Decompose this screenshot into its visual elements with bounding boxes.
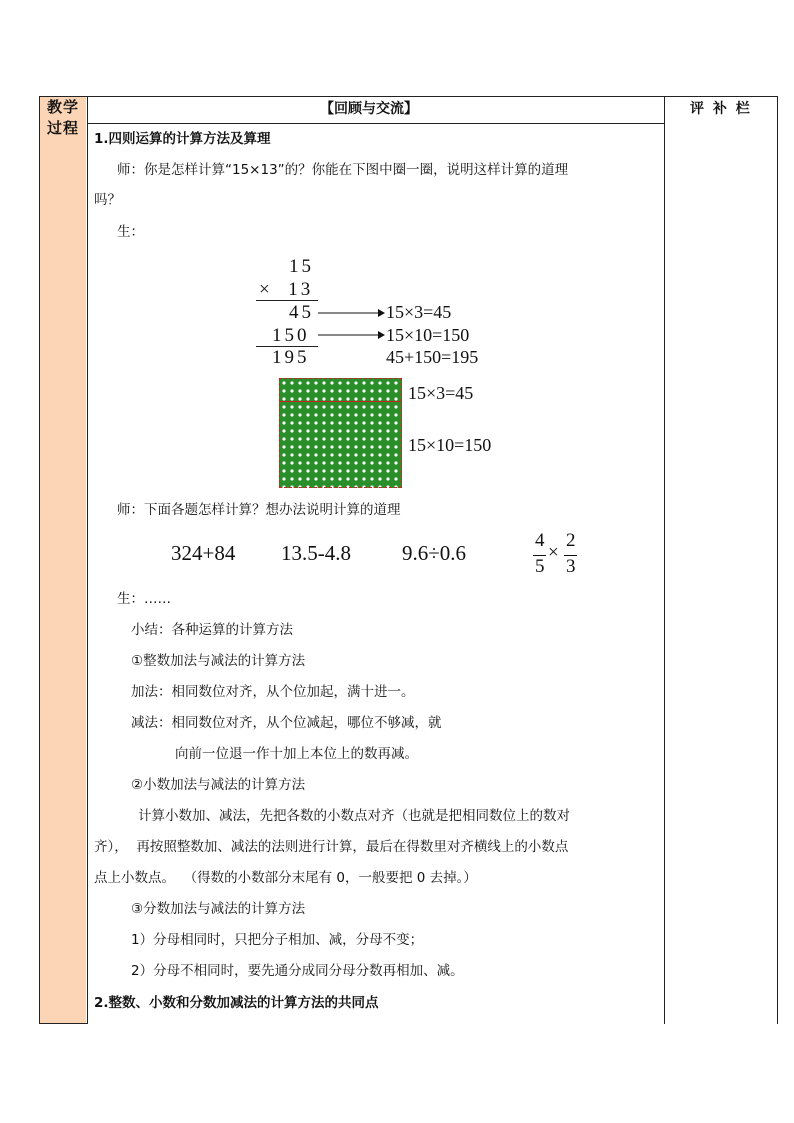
calc-row-result: 195 [272, 347, 310, 368]
section1-title: 1.四则运算的计算方法及算理 [94, 131, 271, 147]
calc-row-multiplier: × 13 [259, 279, 314, 300]
calc-eq-1: 15×3=45 [386, 302, 452, 322]
times-sign: × [548, 542, 559, 563]
grid-label-top: 15×3=45 [408, 383, 474, 403]
summary-sub-rule-1: 减法：相同数位对齐，从个位减起，哪位不够减，就 [131, 715, 442, 731]
summary-decimal-2: 齐）， 再按照整数加、减法的法则进行计算，最后在得数里对齐横线上的小数点 [94, 839, 569, 855]
fraction1-denominator: 5 [535, 556, 545, 577]
calc-row-multiplicand: 15 [289, 256, 314, 277]
summary-fraction-1: 1）分母相同时，只把分子相加、减，分母不变； [131, 932, 424, 948]
question2: 师：下面各题怎样计算？想办法说明计算的道理 [117, 502, 401, 518]
student-answer-label: 生： [117, 224, 144, 240]
summary-heading-2: ②小数加法与减法的计算方法 [131, 777, 306, 793]
calc-row-partial2: 150 [272, 325, 310, 346]
summary-sub-rule-2: 向前一位退一作十加上本位上的数再减。 [175, 746, 418, 762]
student-answer-2: 生：…… [117, 591, 171, 607]
table-top-border [39, 96, 778, 97]
summary-heading-1: ①整数加法与减法的计算方法 [131, 653, 306, 669]
question1-line1: 师：你是怎样计算“15×13”的？你能在下图中圈一圈，说明这样计算的道理 [117, 162, 569, 178]
table-left-border [39, 96, 40, 1024]
summary-add-rule: 加法：相同数位对齐，从个位加起，满十进一。 [131, 684, 415, 700]
dot-grid-figure [279, 378, 402, 488]
col-divider-1 [87, 96, 88, 1024]
dot-grid-divider [279, 401, 401, 402]
left-title-cell [40, 97, 86, 1023]
calc-eq-2: 15×10=150 [386, 325, 470, 345]
summary-heading-3: ③分数加法与减法的计算方法 [131, 901, 306, 917]
left-title-line2: 过程 [46, 119, 79, 137]
review-column-title: 评 补 栏 [690, 101, 752, 117]
fraction2-denominator: 3 [566, 556, 576, 577]
exercise-3: 9.6÷0.6 [402, 541, 467, 565]
section-header-title: 【回顾与交流】 [320, 101, 418, 117]
left-cell-bottom-border [39, 1023, 88, 1024]
calc-row-partial1: 45 [289, 302, 314, 323]
summary-decimal-3: 点上小数点。 （得数的小数部分末尾有 0，一般要把 0 去掉。） [94, 870, 477, 886]
calc-arrows [318, 304, 386, 344]
summary-fraction-2: 2）分母不相同时，要先通分成同分母分数再相加、减。 [131, 963, 464, 979]
question1-line2: 吗？ [94, 192, 121, 208]
exercise-2: 13.5-4.8 [281, 541, 351, 565]
calc-eq-3: 45+150=195 [386, 347, 479, 367]
col-divider-2 [664, 96, 665, 1024]
left-title-line1: 教学 [46, 98, 79, 116]
grid-label-bottom: 15×10=150 [408, 435, 492, 455]
exercise-1: 324+84 [171, 541, 236, 565]
section2-title: 2.整数、小数和分数加减法的计算方法的共同点 [94, 995, 379, 1011]
table-right-border [777, 96, 778, 1024]
calc-rule-1 [256, 300, 318, 301]
header-row-divider [88, 123, 664, 124]
fraction1-numerator: 4 [535, 530, 545, 551]
summary-decimal-1: 计算小数加、减法，先把各数的小数点对齐（也就是把相同数位上的数对 [138, 808, 570, 824]
fraction2-numerator: 2 [566, 530, 576, 551]
summary-title: 小结：各种运算的计算方法 [131, 622, 293, 638]
